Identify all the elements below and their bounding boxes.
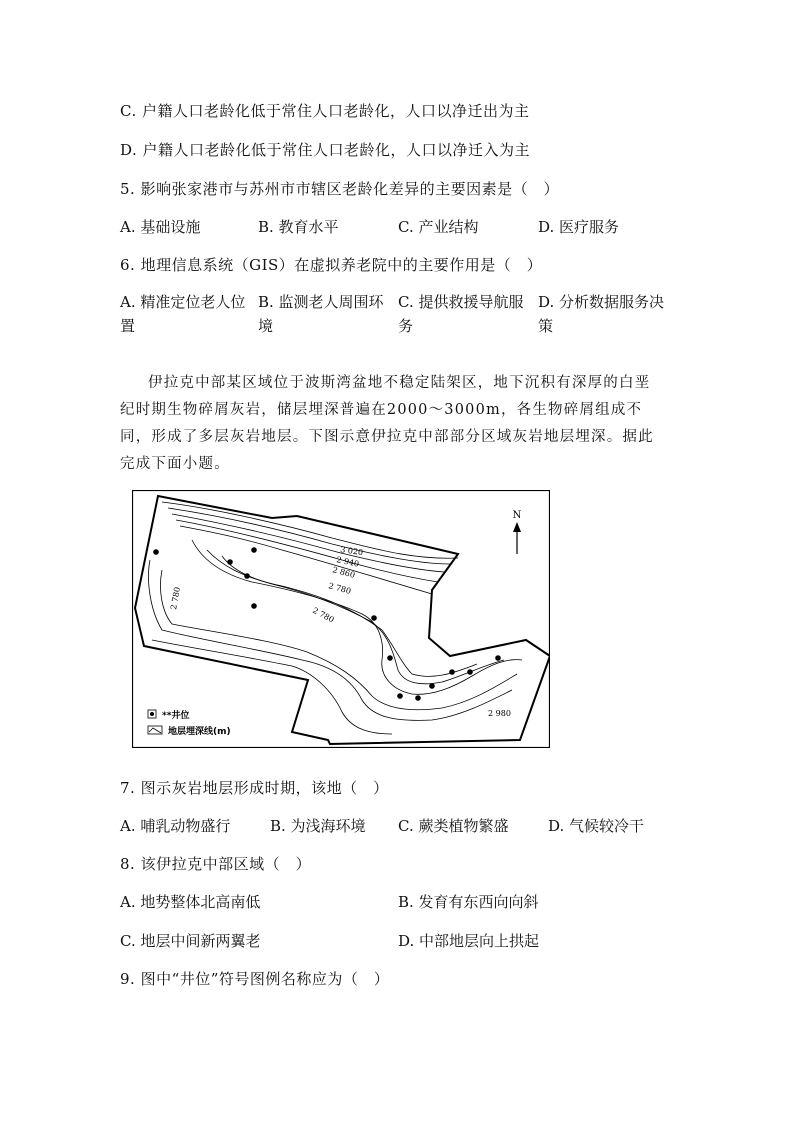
q8-stem: 8. 该伊拉克中部区域（ ） — [120, 855, 312, 873]
q7-option-a: A. 哺乳动物盛行 — [120, 817, 231, 835]
q8-option-b: B. 发育有东西向向斜 — [398, 893, 539, 911]
q5-option-d: D. 医疗服务 — [538, 218, 620, 236]
q7-option-d: D. 气候较冷干 — [548, 817, 645, 835]
q6-option-d — [538, 290, 678, 338]
q6-option-c-line2: 务 — [398, 317, 414, 335]
q4-option-c: C. 户籍人口老龄化低于常住人口老龄化，人口以净迁出为主 — [120, 102, 530, 120]
q5-option-b: B. 教育水平 — [258, 218, 339, 236]
q6-option-b-line2: 境 — [258, 317, 274, 335]
contour-label-2940: 2 940 — [335, 555, 360, 569]
q6-stem: 6. 地理信息系统（GIS）在虚拟养老院中的主要作用是（ ） — [120, 256, 543, 274]
contour-map — [132, 490, 550, 748]
contour-label-3020: 3 020 — [339, 545, 364, 558]
q6-option-d-line1: D. 分析数据服务决 — [538, 293, 665, 311]
contour-label-2860: 2 860 — [331, 565, 356, 580]
q5-stem: 5. 影响张家港市与苏州市市辖区老龄化差异的主要因素是（ ） — [120, 180, 560, 198]
contour-label-2780-b: 2 780 — [169, 586, 182, 611]
legend-well-dot-icon — [150, 712, 154, 716]
legend-contour-label: 地层埋深线(m) — [168, 727, 231, 737]
q8-option-a: A. 地势整体北高南低 — [120, 893, 261, 911]
q6-option-c-line1: C. 提供救援导航服 — [398, 293, 524, 311]
q7-stem: 7. 图示灰岩地层形成时期，该地（ ） — [120, 779, 389, 797]
q7-option-c: C. 蕨类植物繁盛 — [398, 817, 509, 835]
contour-label-2780-c: 2 780 — [311, 605, 336, 625]
q4-option-d: D. 户籍人口老龄化低于常住人口老龄化，人口以净迁入为主 — [120, 141, 531, 159]
q6-option-b-line1: B. 监测老人周围环 — [258, 293, 384, 311]
legend-contour-swatch — [148, 726, 162, 734]
q6-option-a-line2: 置 — [120, 317, 136, 335]
q5-option-a: A. 基础设施 — [120, 218, 201, 236]
legend-well-label: **井位 — [162, 711, 190, 721]
contour-label-2980: 2 980 — [488, 709, 511, 718]
q6-option-a-line1: A. 精准定位老人位 — [120, 293, 246, 311]
north-label: N — [512, 510, 522, 521]
q7-option-b: B. 为浅海环境 — [270, 817, 366, 835]
q5-option-c: C. 产业结构 — [398, 218, 479, 236]
q6-option-a — [120, 290, 260, 338]
q6-option-c — [398, 290, 538, 338]
contour-label-2780-a: 2 780 — [327, 581, 352, 596]
q6-option-b — [258, 290, 398, 338]
q9-stem: 9. 图中“井位”符号图例名称应为（ ） — [120, 970, 390, 988]
q8-option-c: C. 地层中间新两翼老 — [120, 932, 261, 950]
q6-option-d-line2: 策 — [538, 317, 554, 335]
reading-passage: 伊拉克中部某区域位于波斯湾盆地不稳定陆架区，地下沉积有深厚的白垩纪时期生物碎屑灰岩，储层埋深普遍在2000～3000m，各生物碎屑组成不同，形成了多层灰岩地层。下图示意伊拉克中部部分区域灰岩地层埋深。据此完成下面小题。 — [120, 375, 654, 472]
q8-option-d: D. 中部地层向上拱起 — [398, 932, 540, 950]
